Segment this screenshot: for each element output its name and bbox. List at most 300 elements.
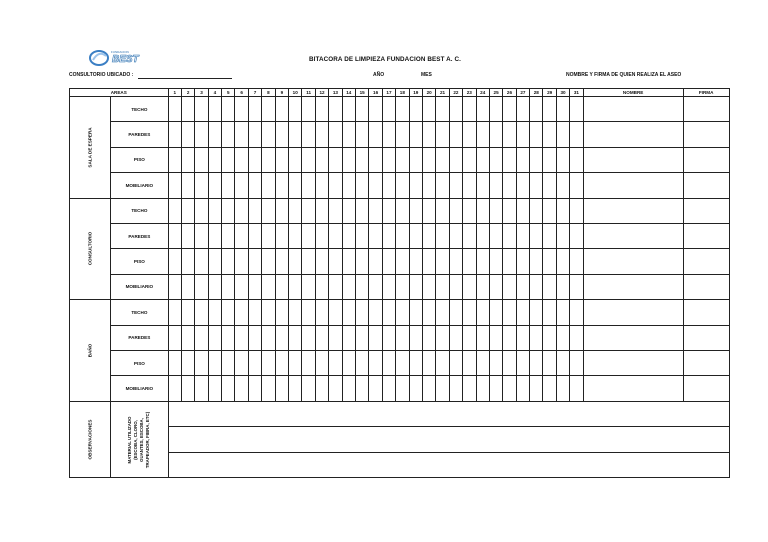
day-check-cell[interactable] [262,325,275,350]
day-check-cell[interactable] [222,350,235,375]
day-check-cell[interactable] [516,325,529,350]
day-check-cell[interactable] [208,300,221,325]
day-check-cell[interactable] [382,97,395,122]
day-check-cell[interactable] [436,376,449,401]
day-check-cell[interactable] [168,173,181,198]
day-check-cell[interactable] [208,249,221,274]
day-check-cell[interactable] [208,173,221,198]
day-check-cell[interactable] [570,198,583,223]
day-check-cell[interactable] [409,249,422,274]
day-check-cell[interactable] [356,147,369,172]
day-check-cell[interactable] [436,97,449,122]
firma-cell[interactable] [683,249,729,274]
day-check-cell[interactable] [570,122,583,147]
day-check-cell[interactable] [356,97,369,122]
day-check-cell[interactable] [329,198,342,223]
day-check-cell[interactable] [516,376,529,401]
day-check-cell[interactable] [356,350,369,375]
day-check-cell[interactable] [422,300,435,325]
day-check-cell[interactable] [556,376,569,401]
day-check-cell[interactable] [181,97,194,122]
day-check-cell[interactable] [543,300,556,325]
day-check-cell[interactable] [556,249,569,274]
day-check-cell[interactable] [422,122,435,147]
nombre-cell[interactable] [583,300,683,325]
day-check-cell[interactable] [396,249,409,274]
day-check-cell[interactable] [463,325,476,350]
day-check-cell[interactable] [570,97,583,122]
day-check-cell[interactable] [208,325,221,350]
day-check-cell[interactable] [302,274,315,299]
day-check-cell[interactable] [516,274,529,299]
day-check-cell[interactable] [503,97,516,122]
day-check-cell[interactable] [302,122,315,147]
day-check-cell[interactable] [543,325,556,350]
day-check-cell[interactable] [315,97,328,122]
day-check-cell[interactable] [235,97,248,122]
day-check-cell[interactable] [329,223,342,248]
day-check-cell[interactable] [302,97,315,122]
day-check-cell[interactable] [489,350,502,375]
day-check-cell[interactable] [248,147,261,172]
day-check-cell[interactable] [516,249,529,274]
day-check-cell[interactable] [208,122,221,147]
day-check-cell[interactable] [168,97,181,122]
day-check-cell[interactable] [315,376,328,401]
day-check-cell[interactable] [422,223,435,248]
day-check-cell[interactable] [422,249,435,274]
day-check-cell[interactable] [476,198,489,223]
day-check-cell[interactable] [248,249,261,274]
day-check-cell[interactable] [289,198,302,223]
day-check-cell[interactable] [570,376,583,401]
day-check-cell[interactable] [289,249,302,274]
day-check-cell[interactable] [463,147,476,172]
nombre-cell[interactable] [583,274,683,299]
day-check-cell[interactable] [436,147,449,172]
day-check-cell[interactable] [181,122,194,147]
consultorio-input-line[interactable] [138,78,232,79]
day-check-cell[interactable] [570,223,583,248]
day-check-cell[interactable] [235,249,248,274]
day-check-cell[interactable] [530,325,543,350]
firma-cell[interactable] [683,376,729,401]
day-check-cell[interactable] [476,376,489,401]
nombre-cell[interactable] [583,350,683,375]
firma-cell[interactable] [683,350,729,375]
day-check-cell[interactable] [329,274,342,299]
day-check-cell[interactable] [329,97,342,122]
day-check-cell[interactable] [222,376,235,401]
day-check-cell[interactable] [208,223,221,248]
day-check-cell[interactable] [409,173,422,198]
day-check-cell[interactable] [516,300,529,325]
day-check-cell[interactable] [463,223,476,248]
day-check-cell[interactable] [396,274,409,299]
day-check-cell[interactable] [195,147,208,172]
day-check-cell[interactable] [436,173,449,198]
day-check-cell[interactable] [181,198,194,223]
day-check-cell[interactable] [489,198,502,223]
day-check-cell[interactable] [556,122,569,147]
day-check-cell[interactable] [289,147,302,172]
day-check-cell[interactable] [356,173,369,198]
day-check-cell[interactable] [262,198,275,223]
day-check-cell[interactable] [382,173,395,198]
day-check-cell[interactable] [463,198,476,223]
day-check-cell[interactable] [476,350,489,375]
day-check-cell[interactable] [476,223,489,248]
day-check-cell[interactable] [516,198,529,223]
day-check-cell[interactable] [168,122,181,147]
day-check-cell[interactable] [222,97,235,122]
day-check-cell[interactable] [356,376,369,401]
day-check-cell[interactable] [503,198,516,223]
day-check-cell[interactable] [168,223,181,248]
nombre-cell[interactable] [583,223,683,248]
day-check-cell[interactable] [422,376,435,401]
nombre-cell[interactable] [583,122,683,147]
day-check-cell[interactable] [248,274,261,299]
day-check-cell[interactable] [382,376,395,401]
day-check-cell[interactable] [208,274,221,299]
day-check-cell[interactable] [235,300,248,325]
day-check-cell[interactable] [329,300,342,325]
day-check-cell[interactable] [329,249,342,274]
day-check-cell[interactable] [530,198,543,223]
day-check-cell[interactable] [449,147,462,172]
day-check-cell[interactable] [275,97,288,122]
day-check-cell[interactable] [530,376,543,401]
day-check-cell[interactable] [181,325,194,350]
day-check-cell[interactable] [342,223,355,248]
day-check-cell[interactable] [329,122,342,147]
day-check-cell[interactable] [275,122,288,147]
day-check-cell[interactable] [235,223,248,248]
day-check-cell[interactable] [530,300,543,325]
day-check-cell[interactable] [235,376,248,401]
nombre-cell[interactable] [583,249,683,274]
day-check-cell[interactable] [302,376,315,401]
day-check-cell[interactable] [422,97,435,122]
day-check-cell[interactable] [168,274,181,299]
day-check-cell[interactable] [342,122,355,147]
day-check-cell[interactable] [556,325,569,350]
day-check-cell[interactable] [222,249,235,274]
day-check-cell[interactable] [262,122,275,147]
day-check-cell[interactable] [543,97,556,122]
day-check-cell[interactable] [436,223,449,248]
day-check-cell[interactable] [275,300,288,325]
day-check-cell[interactable] [409,325,422,350]
day-check-cell[interactable] [275,325,288,350]
day-check-cell[interactable] [208,198,221,223]
day-check-cell[interactable] [235,350,248,375]
day-check-cell[interactable] [449,325,462,350]
day-check-cell[interactable] [409,147,422,172]
firma-cell[interactable] [683,325,729,350]
day-check-cell[interactable] [181,173,194,198]
day-check-cell[interactable] [503,223,516,248]
day-check-cell[interactable] [503,173,516,198]
day-check-cell[interactable] [503,325,516,350]
day-check-cell[interactable] [503,147,516,172]
day-check-cell[interactable] [503,249,516,274]
day-check-cell[interactable] [329,350,342,375]
day-check-cell[interactable] [476,97,489,122]
day-check-cell[interactable] [315,198,328,223]
day-check-cell[interactable] [248,376,261,401]
day-check-cell[interactable] [476,325,489,350]
day-check-cell[interactable] [396,173,409,198]
firma-cell[interactable] [683,173,729,198]
day-check-cell[interactable] [342,147,355,172]
day-check-cell[interactable] [422,147,435,172]
day-check-cell[interactable] [382,249,395,274]
day-check-cell[interactable] [342,350,355,375]
day-check-cell[interactable] [369,147,382,172]
day-check-cell[interactable] [436,325,449,350]
day-check-cell[interactable] [315,300,328,325]
firma-cell[interactable] [683,300,729,325]
day-check-cell[interactable] [369,350,382,375]
firma-cell[interactable] [683,147,729,172]
firma-cell[interactable] [683,198,729,223]
day-check-cell[interactable] [289,97,302,122]
day-check-cell[interactable] [503,122,516,147]
day-check-cell[interactable] [436,274,449,299]
day-check-cell[interactable] [315,350,328,375]
day-check-cell[interactable] [422,350,435,375]
day-check-cell[interactable] [315,325,328,350]
day-check-cell[interactable] [208,97,221,122]
day-check-cell[interactable] [342,173,355,198]
day-check-cell[interactable] [275,147,288,172]
day-check-cell[interactable] [409,274,422,299]
day-check-cell[interactable] [543,249,556,274]
day-check-cell[interactable] [476,249,489,274]
day-check-cell[interactable] [449,300,462,325]
day-check-cell[interactable] [262,223,275,248]
day-check-cell[interactable] [369,249,382,274]
day-check-cell[interactable] [489,249,502,274]
day-check-cell[interactable] [556,97,569,122]
day-check-cell[interactable] [476,173,489,198]
day-check-cell[interactable] [168,325,181,350]
day-check-cell[interactable] [382,198,395,223]
day-check-cell[interactable] [262,173,275,198]
day-check-cell[interactable] [356,249,369,274]
day-check-cell[interactable] [570,325,583,350]
observaciones-line[interactable] [168,427,729,453]
day-check-cell[interactable] [436,300,449,325]
day-check-cell[interactable] [302,300,315,325]
day-check-cell[interactable] [449,249,462,274]
day-check-cell[interactable] [289,122,302,147]
day-check-cell[interactable] [409,300,422,325]
day-check-cell[interactable] [195,198,208,223]
day-check-cell[interactable] [556,198,569,223]
day-check-cell[interactable] [422,325,435,350]
day-check-cell[interactable] [342,300,355,325]
day-check-cell[interactable] [302,173,315,198]
day-check-cell[interactable] [195,350,208,375]
day-check-cell[interactable] [409,350,422,375]
day-check-cell[interactable] [449,198,462,223]
day-check-cell[interactable] [543,173,556,198]
day-check-cell[interactable] [503,376,516,401]
day-check-cell[interactable] [503,350,516,375]
day-check-cell[interactable] [208,147,221,172]
nombre-cell[interactable] [583,147,683,172]
day-check-cell[interactable] [436,249,449,274]
day-check-cell[interactable] [181,350,194,375]
day-check-cell[interactable] [530,274,543,299]
day-check-cell[interactable] [449,223,462,248]
day-check-cell[interactable] [181,223,194,248]
day-check-cell[interactable] [396,97,409,122]
day-check-cell[interactable] [556,350,569,375]
day-check-cell[interactable] [396,325,409,350]
day-check-cell[interactable] [530,147,543,172]
day-check-cell[interactable] [489,300,502,325]
day-check-cell[interactable] [235,274,248,299]
day-check-cell[interactable] [302,147,315,172]
nombre-cell[interactable] [583,173,683,198]
day-check-cell[interactable] [369,223,382,248]
day-check-cell[interactable] [382,274,395,299]
day-check-cell[interactable] [489,274,502,299]
day-check-cell[interactable] [369,122,382,147]
day-check-cell[interactable] [195,122,208,147]
day-check-cell[interactable] [489,223,502,248]
day-check-cell[interactable] [315,249,328,274]
day-check-cell[interactable] [556,173,569,198]
day-check-cell[interactable] [195,325,208,350]
day-check-cell[interactable] [570,249,583,274]
day-check-cell[interactable] [329,325,342,350]
day-check-cell[interactable] [516,173,529,198]
day-check-cell[interactable] [556,300,569,325]
day-check-cell[interactable] [315,274,328,299]
day-check-cell[interactable] [168,147,181,172]
day-check-cell[interactable] [262,376,275,401]
day-check-cell[interactable] [289,325,302,350]
day-check-cell[interactable] [530,223,543,248]
day-check-cell[interactable] [302,249,315,274]
day-check-cell[interactable] [329,147,342,172]
day-check-cell[interactable] [449,97,462,122]
day-check-cell[interactable] [356,274,369,299]
day-check-cell[interactable] [168,376,181,401]
day-check-cell[interactable] [315,147,328,172]
day-check-cell[interactable] [302,325,315,350]
day-check-cell[interactable] [356,198,369,223]
day-check-cell[interactable] [530,173,543,198]
day-check-cell[interactable] [195,173,208,198]
day-check-cell[interactable] [476,122,489,147]
day-check-cell[interactable] [342,198,355,223]
day-check-cell[interactable] [516,350,529,375]
day-check-cell[interactable] [342,249,355,274]
day-check-cell[interactable] [369,325,382,350]
day-check-cell[interactable] [476,147,489,172]
day-check-cell[interactable] [302,350,315,375]
day-check-cell[interactable] [516,97,529,122]
day-check-cell[interactable] [235,198,248,223]
day-check-cell[interactable] [449,173,462,198]
day-check-cell[interactable] [181,376,194,401]
day-check-cell[interactable] [463,249,476,274]
day-check-cell[interactable] [489,376,502,401]
day-check-cell[interactable] [543,122,556,147]
nombre-cell[interactable] [583,376,683,401]
day-check-cell[interactable] [275,173,288,198]
day-check-cell[interactable] [262,147,275,172]
day-check-cell[interactable] [168,198,181,223]
day-check-cell[interactable] [208,376,221,401]
day-check-cell[interactable] [396,300,409,325]
day-check-cell[interactable] [556,147,569,172]
day-check-cell[interactable] [275,274,288,299]
day-check-cell[interactable] [248,350,261,375]
day-check-cell[interactable] [289,300,302,325]
nombre-cell[interactable] [583,325,683,350]
day-check-cell[interactable] [570,350,583,375]
day-check-cell[interactable] [570,300,583,325]
day-check-cell[interactable] [235,173,248,198]
day-check-cell[interactable] [262,350,275,375]
day-check-cell[interactable] [222,147,235,172]
day-check-cell[interactable] [530,350,543,375]
day-check-cell[interactable] [329,173,342,198]
day-check-cell[interactable] [382,147,395,172]
day-check-cell[interactable] [235,122,248,147]
day-check-cell[interactable] [262,249,275,274]
day-check-cell[interactable] [195,274,208,299]
day-check-cell[interactable] [543,147,556,172]
day-check-cell[interactable] [570,147,583,172]
day-check-cell[interactable] [396,147,409,172]
nombre-cell[interactable] [583,97,683,122]
day-check-cell[interactable] [222,223,235,248]
day-check-cell[interactable] [262,274,275,299]
day-check-cell[interactable] [516,122,529,147]
day-check-cell[interactable] [409,97,422,122]
day-check-cell[interactable] [329,376,342,401]
day-check-cell[interactable] [409,198,422,223]
day-check-cell[interactable] [222,173,235,198]
day-check-cell[interactable] [195,249,208,274]
firma-cell[interactable] [683,122,729,147]
day-check-cell[interactable] [222,198,235,223]
day-check-cell[interactable] [356,300,369,325]
day-check-cell[interactable] [369,173,382,198]
day-check-cell[interactable] [476,300,489,325]
day-check-cell[interactable] [356,122,369,147]
day-check-cell[interactable] [262,300,275,325]
day-check-cell[interactable] [222,300,235,325]
day-check-cell[interactable] [382,223,395,248]
day-check-cell[interactable] [570,274,583,299]
day-check-cell[interactable] [369,376,382,401]
day-check-cell[interactable] [342,325,355,350]
day-check-cell[interactable] [275,376,288,401]
day-check-cell[interactable] [449,122,462,147]
day-check-cell[interactable] [289,274,302,299]
day-check-cell[interactable] [195,376,208,401]
day-check-cell[interactable] [208,350,221,375]
